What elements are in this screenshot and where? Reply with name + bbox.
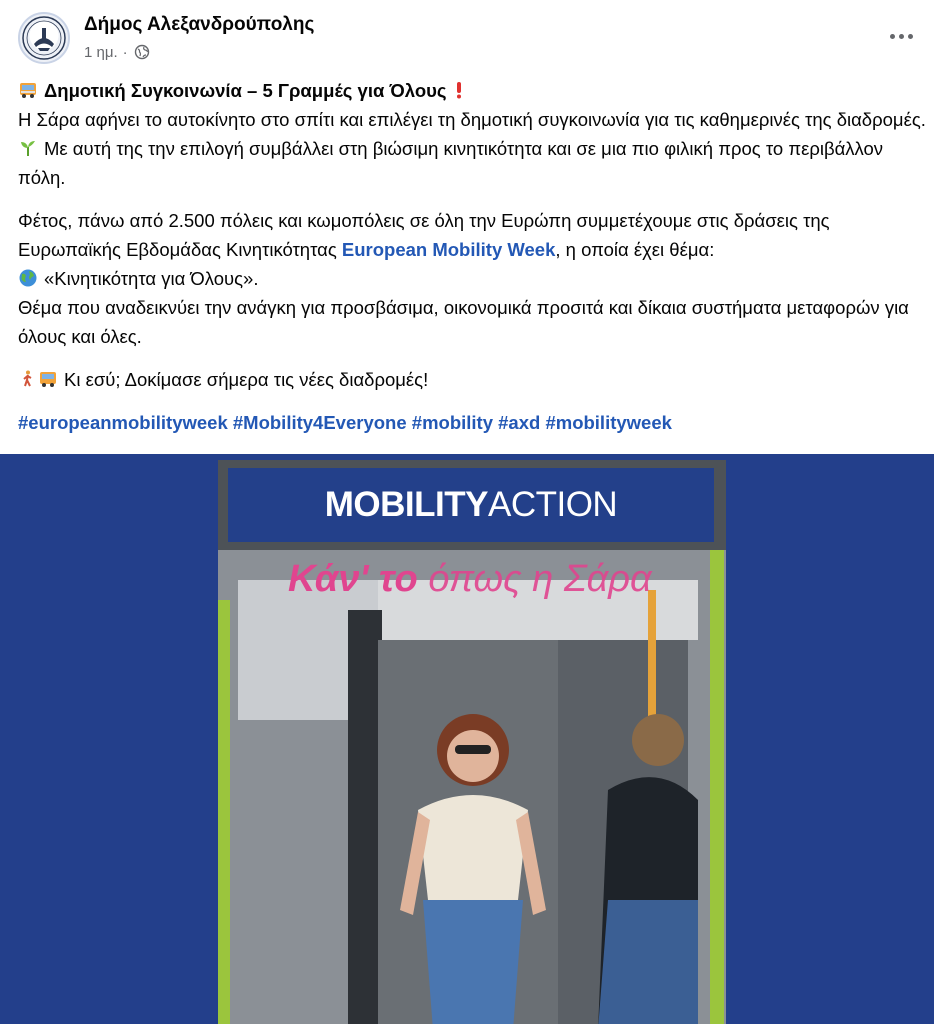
post-paragraph-2 xyxy=(18,206,928,264)
banner-text-bold: MOBILITY xyxy=(324,485,488,524)
cta-row xyxy=(18,365,928,394)
mobility-action-banner xyxy=(228,468,714,542)
page-name-link[interactable]: Δήμος Αλεξανδρούπολης xyxy=(84,14,315,35)
paragraph-2-end: , η οποία έχει θέμα: xyxy=(555,239,715,260)
bus-door-photo xyxy=(218,460,726,1024)
cta-text: Κι εσύ; Δοκίμασε σήμερα τις νέες διαδρομές! xyxy=(64,369,429,390)
page-avatar[interactable] xyxy=(18,12,70,64)
post-image[interactable] xyxy=(0,454,934,1024)
globe-icon[interactable] xyxy=(134,44,150,60)
slogan-light: όπως η Σάρα xyxy=(428,558,652,600)
post-header xyxy=(0,0,934,72)
more-options-icon xyxy=(890,34,895,39)
theme-row xyxy=(18,264,928,293)
hashtag-link[interactable]: #axd xyxy=(498,412,541,433)
banner-text-light: ACTION xyxy=(487,485,618,524)
theme-text: «Κινητικότητα για Όλους». xyxy=(44,268,259,289)
post-line-1: Η Σάρα αφήνει το αυτοκίνητο στο σπίτι και επιλέγει τη δημοτική συγκοινωνία για τις καθημερινές της διαδρομές. xyxy=(18,109,926,130)
bus-icon xyxy=(38,369,58,389)
european-mobility-week-link[interactable]: European Mobility Week xyxy=(341,239,556,260)
post-title-line xyxy=(18,76,928,105)
post-line-2: Με αυτή της την επιλογή συμβάλλει στη βιώσιμη κινητικότητα και σε μια πιο φιλική προς το περιβάλλον πόλη. xyxy=(18,138,884,188)
more-options-button[interactable] xyxy=(878,20,924,52)
meta-separator: · xyxy=(122,43,128,61)
globe-emoji xyxy=(18,268,38,288)
post-meta xyxy=(84,42,150,62)
post-line-2-row xyxy=(18,134,928,192)
hashtag-link[interactable]: #europeanmobilityweek xyxy=(18,412,228,433)
theme-description: Θέμα που αναδεικνύει την ανάγκη για προσβάσιμα, οικονομικά προσιτά και δίκαια συστήματα μεταφορών για όλους και όλες. xyxy=(18,297,909,347)
hashtag-link[interactable]: #mobilityweek xyxy=(545,412,672,433)
hashtag-link[interactable]: #Mobility4Everyone xyxy=(232,412,407,433)
hashtag-link[interactable]: #mobility xyxy=(411,412,493,433)
post-title: Δημοτική Συγκοινωνία – 5 Γραμμές για Όλους xyxy=(44,80,447,101)
paragraph-2-start: Φέτος, πάνω από 2.500 πόλεις και κωμοπόλεις σε όλη την Ευρώπη συμμετέχουμε στις δράσεις της Ευρωπαϊκής Εβδομάδας Κινητικότητας xyxy=(18,210,830,260)
bus-icon xyxy=(18,80,38,100)
photo-frame[interactable] xyxy=(218,460,726,1024)
municipality-seal-icon xyxy=(20,14,68,62)
walking-person-icon xyxy=(18,369,38,389)
hashtags-row xyxy=(18,408,928,437)
exclamation-icon xyxy=(449,80,469,100)
post-timestamp[interactable]: 1 ημ. xyxy=(84,43,118,61)
post-text xyxy=(18,76,928,437)
seedling-icon xyxy=(18,138,38,158)
image-slogan xyxy=(288,558,652,601)
slogan-bold: Κάν' το xyxy=(288,558,418,600)
